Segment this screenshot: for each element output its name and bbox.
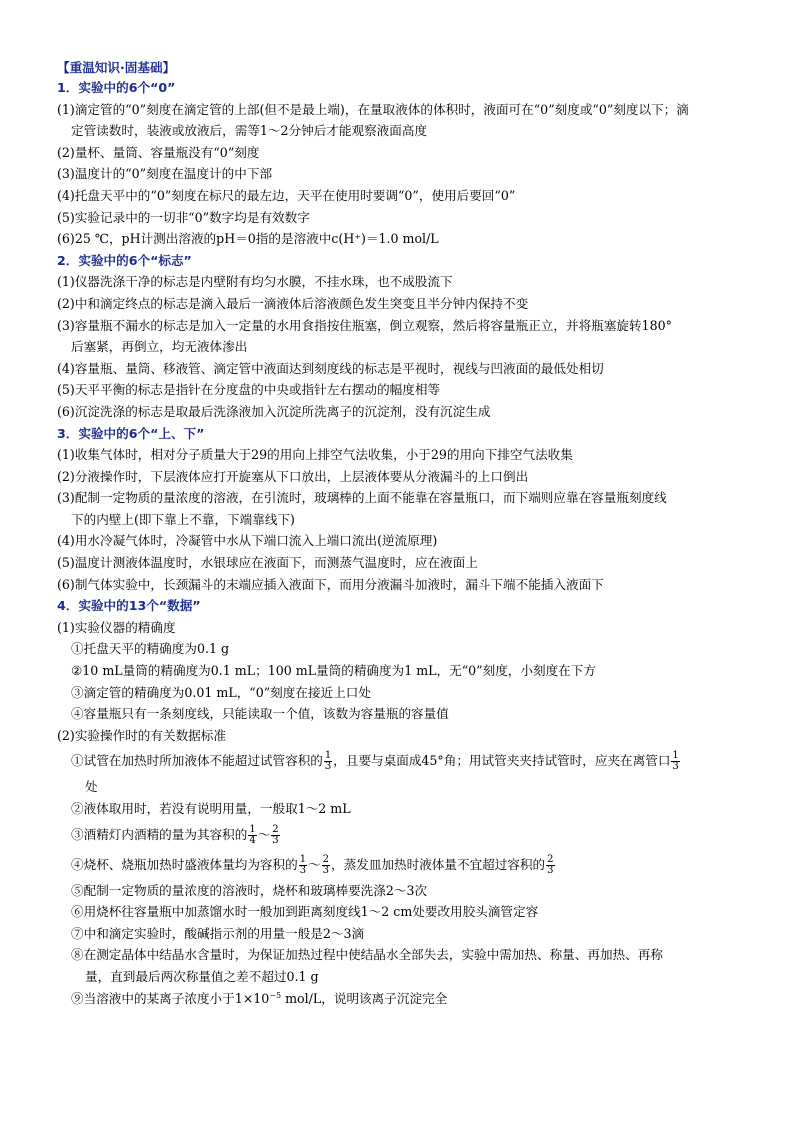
fraction-denominator: 4 (249, 834, 256, 846)
s3-line: (5)温度计测液体温度时，水银球应在液面下，而测蒸气温度时，应在液面上 (57, 555, 478, 571)
s4-sub1: (1)实验仪器的精确度 (57, 619, 176, 635)
s3-line: (2)分液操作时，下层液体应打开旋塞从下口放出，上层液体要从分液漏斗的上口倒出 (57, 468, 529, 484)
s2-line: 后塞紧，再倒立，均无液体渗出 (71, 339, 248, 355)
s4-sub2: (2)实验操作时的有关数据标准 (57, 727, 226, 743)
s4-item-1 (57, 746, 747, 776)
s2-line: (5)天平平衡的标志是指针在分度盘的中央或指针左右摆动的幅度相等 (57, 382, 441, 398)
section-4-title: 4．实验中的13个“数据” (57, 598, 201, 614)
fraction-one-third (671, 751, 679, 772)
s3-line: (3)配制一定物质的量浓度的溶液，在引流时，玻璃棒的上面不能靠在容量瓶口，而下端则应靠在容量瓶刻度线 (57, 490, 667, 506)
s3-line: (1)收集气体时，相对分子质量大于29的用向上排空气法收集，小于29的用向下排空气法收集 (57, 447, 573, 463)
text: mol/L，说明该离子沉淀完全 (281, 990, 448, 1006)
text: ⑨当溶液中的某离子浓度小于1×10 (71, 990, 270, 1006)
fraction-numerator: 1 (672, 750, 679, 762)
s1-line: 定管读数时，装液或放液后，需等1～2分钟后才能观察液面高度 (71, 123, 428, 139)
s1-line: (3)温度计的“0”刻度在温度计的中下部 (57, 166, 273, 182)
s4-item: ④容量瓶只有一条刻度线，只能读取一个值，该数为容量瓶的容量值 (71, 706, 449, 722)
section-2-title: 2．实验中的6个“标志” (57, 252, 192, 268)
s4-item-9 (57, 988, 747, 1010)
fraction-numerator: 1 (324, 750, 332, 762)
s1-line: (5)实验记录中的一切非“0”数字均是有效数字 (57, 209, 310, 225)
fraction-denominator: 3 (324, 761, 332, 773)
fraction-numerator: 1 (249, 823, 256, 835)
s4-item-8-cont: 量，直到最后两次称量值之差不超过0.1 g (85, 968, 319, 984)
fraction-one-fourth (248, 825, 256, 846)
fraction-numerator: 2 (272, 823, 279, 835)
s2-line: (3)容量瓶不漏水的标志是加入一定量的水用食指按住瓶塞，倒立观察，然后将容量瓶正立，并将瓶塞旋转180° (57, 317, 672, 333)
text: ，且要与桌面成45°角；用试管夹夹持试管时，应夹在离管口 (333, 753, 671, 769)
s2-line: (1)仪器洗涤干净的标志是内壁附有均匀水膜，不挂水珠，也不成股流下 (57, 274, 453, 290)
s1-line: (4)托盘天平中的“0”刻度在标尺的最左边，天平在使用时要调“0”，使用后要回“0” (57, 187, 516, 203)
s3-line: 下的内壁上(即下靠上不靠，下端靠线下) (71, 511, 295, 527)
exponent: −5 (269, 990, 282, 1000)
s4-item-4 (57, 850, 747, 880)
header-title: 【重温知识·固基础】 (57, 60, 176, 75)
text: ①试管在加热时所加液体不能超过试管容积的 (71, 753, 323, 769)
fraction-two-thirds (322, 855, 330, 876)
fraction-numerator: 1 (299, 853, 307, 865)
s4-item: ②10 mL量筒的精确度为0.1 mL；100 mL量筒的精确度为1 mL，无“0”刻度，小刻度在下方 (71, 663, 596, 679)
fraction-denominator: 3 (272, 834, 279, 846)
s3-line: (6)制气体实验中，长颈漏斗的末端应插入液面下，而用分液漏斗加液时，漏斗下端不能插入液面下 (57, 576, 604, 592)
document-page (57, 58, 747, 1009)
s1-line: (2)量杯、量筒、容量瓶没有“0”刻度 (57, 144, 260, 160)
fraction-one-third (324, 751, 332, 772)
section-1-title: 1．实验中的6个“0” (57, 80, 176, 95)
fraction-denominator: 3 (672, 761, 679, 773)
s4-item: ③滴定管的精确度为0.01 mL，“0”刻度在接近上口处 (71, 684, 371, 700)
s2-line: (2)中和滴定终点的标志是滴入最后一滴液体后溶液颜色发生突变且半分钟内保持不变 (57, 295, 529, 311)
s4-item-3 (57, 820, 747, 850)
text: ④烧杯、烧瓶加热时盛液体量均为容积的 (71, 856, 298, 872)
s4-item-7: ⑦中和滴定实验时，酸碱指示剂的用量一般是2～3滴 (71, 925, 365, 941)
fraction-numerator: 2 (322, 853, 330, 865)
text: ③酒精灯内酒精的量为其容积的 (71, 826, 248, 842)
s3-line: (4)用水冷凝气体时，冷凝管中水从下端口流入上端口流出(逆流原理) (57, 533, 438, 549)
s2-line: (4)容量瓶、量筒、移液管、滴定管中液面达到刻度线的标志是平视时，视线与凹液面的最低处相切 (57, 360, 604, 376)
fraction-one-third (299, 855, 307, 876)
tilde: ～ (257, 826, 271, 842)
fraction-numerator: 2 (547, 853, 554, 865)
s1-line: (6)25 ℃，pH计测出溶液的pH＝0指的是溶液中c(H⁺)＝1.0 mol/L (57, 231, 439, 247)
s4-item-5: ⑤配制一定物质的量浓度的溶液时，烧杯和玻璃棒要洗涤2～3次 (71, 882, 428, 898)
text: ，蒸发皿加热时液体量不宜超过容积的 (331, 856, 546, 872)
section-3-title: 3．实验中的6个“上、下” (57, 425, 205, 441)
s4-item-1-cont: 处 (85, 779, 98, 795)
s1-line: (1)滴定管的“0”刻度在滴定管的上部(但不是最上端)，在量取液体的体积时，液面可在“0”刻度或“0”刻度以下；滴 (57, 101, 689, 117)
fraction-denominator: 3 (299, 864, 307, 876)
fraction-two-thirds (546, 855, 554, 876)
s4-item-6: ⑥用烧杯往容量瓶中加蒸馏水时一般加到距离刻度线1～2 cm处要改用胶头滴管定容 (71, 904, 539, 920)
s4-item: ①托盘天平的精确度为0.1 g (71, 641, 230, 657)
fraction-two-thirds (271, 825, 279, 846)
s4-item-2: ②液体取用时，若没有说明用量，一般取1～2 mL (71, 801, 351, 816)
s4-item-8: ⑧在测定晶体中结晶水含量时，为保证加热过程中使结晶水全部失去，实验中需加热、称量、再加热、再称 (71, 947, 663, 963)
s2-line: (6)沉淀洗涤的标志是取最后洗涤液加入沉淀所洗离子的沉淀剂，没有沉淀生成 (57, 403, 491, 419)
fraction-denominator: 3 (547, 864, 554, 876)
tilde: ～ (308, 856, 321, 872)
fraction-denominator: 3 (322, 864, 330, 876)
